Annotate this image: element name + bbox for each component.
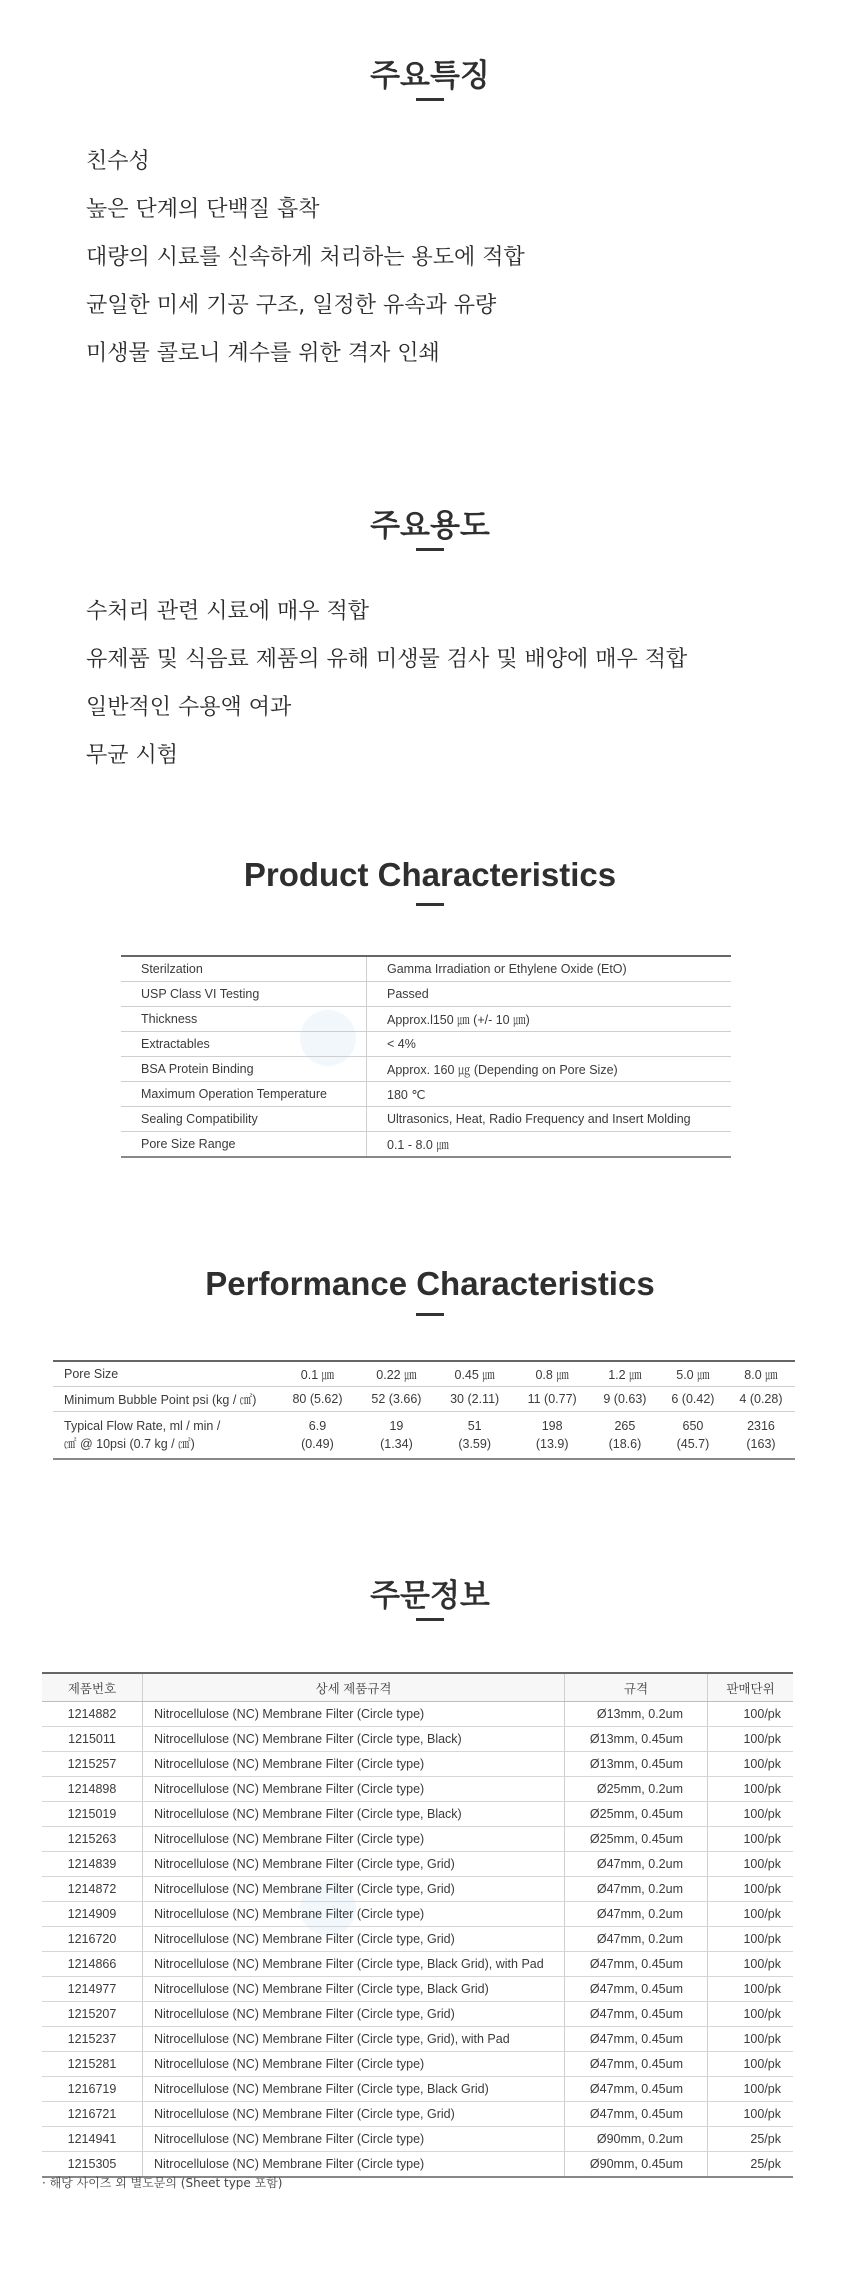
product-spec-cell: Ø47mm, 0.45um (565, 1952, 708, 1977)
sales-unit-cell: 100/pk (708, 1852, 794, 1877)
sales-unit-cell: 100/pk (708, 1902, 794, 1927)
sales-unit-cell: 100/pk (708, 1702, 794, 1727)
product-number-cell: 1214882 (42, 1702, 143, 1727)
use-item: 일반적인 수용액 여과 (86, 695, 292, 720)
product-spec-cell: Ø25mm, 0.45um (565, 1802, 708, 1827)
table-row (121, 1032, 731, 1057)
feature-item: 친수성 (86, 149, 150, 174)
product-description-cell: Nitrocellulose (NC) Membrane Filter (Circle type) (143, 2052, 565, 2077)
flow-rate-sub: (18.6) (608, 1437, 642, 1451)
bubble-point-cell: 30 (2.11) (436, 1387, 514, 1412)
product-description-cell: Nitrocellulose (NC) Membrane Filter (Circle type, Black Grid) (143, 2077, 565, 2102)
bubble-point-label: Minimum Bubble Point psi (kg / ㎠) (53, 1387, 278, 1412)
flow-rate-value: 6.9 (308, 1419, 327, 1433)
flow-rate-cell (659, 1412, 727, 1460)
spec-value: 180 ℃ (367, 1082, 732, 1107)
product-spec-cell: Ø13mm, 0.45um (565, 1727, 708, 1752)
table-row (121, 1132, 731, 1158)
flow-rate-value: 198 (541, 1419, 563, 1433)
flow-rate-label-line: Typical Flow Rate, ml / min / (64, 1419, 221, 1433)
product-number-cell: 1214909 (42, 1902, 143, 1927)
feature-item: 균일한 미세 기공 구조, 일정한 유속과 유량 (86, 293, 497, 318)
flow-rate-sub: (45.7) (676, 1437, 710, 1451)
table-row (42, 2077, 793, 2102)
order-info-table (42, 1672, 793, 2178)
product-description-cell: Nitrocellulose (NC) Membrane Filter (Circle type, Black Grid) (143, 1977, 565, 2002)
table-row (42, 1977, 793, 2002)
bubble-point-cell: 80 (5.62) (278, 1387, 357, 1412)
performance-characteristics-table (53, 1360, 795, 1460)
table-row (121, 1082, 731, 1107)
bubble-point-cell: 9 (0.63) (591, 1387, 659, 1412)
product-description-cell: Nitrocellulose (NC) Membrane Filter (Circle type) (143, 1902, 565, 1927)
feature-item: 대량의 시료를 신속하게 처리하는 용도에 적합 (86, 245, 525, 270)
product-spec-cell: Ø90mm, 0.45um (565, 2152, 708, 2178)
table-row (42, 2052, 793, 2077)
product-number-cell: 1214839 (42, 1852, 143, 1877)
sales-unit-cell: 100/pk (708, 2077, 794, 2102)
pore-size-cell: 5.0 ㎛ (659, 1361, 727, 1387)
product-spec-cell: Ø47mm, 0.2um (565, 1852, 708, 1877)
product-characteristics-title: Product Characteristics (243, 856, 617, 893)
performance-title-underline (416, 1313, 444, 1316)
product-number-cell: 1214872 (42, 1877, 143, 1902)
table-row (53, 1412, 795, 1460)
table-row (42, 2127, 793, 2152)
product-number-cell: 1214941 (42, 2127, 143, 2152)
spec-value: 0.1 - 8.0 ㎛ (367, 1132, 732, 1158)
table-row (42, 2002, 793, 2027)
flow-rate-cell (727, 1412, 795, 1460)
uses-list (86, 588, 687, 780)
pore-size-label: Pore Size (53, 1361, 278, 1387)
flow-rate-sub: (0.49) (301, 1437, 334, 1451)
product-description-cell: Nitrocellulose (NC) Membrane Filter (Circle type) (143, 2127, 565, 2152)
table-row (42, 1802, 793, 1827)
product-description-cell: Nitrocellulose (NC) Membrane Filter (Circle type, Black Grid), with Pad (143, 1952, 565, 1977)
product-description-cell: Nitrocellulose (NC) Membrane Filter (Circle type) (143, 1777, 565, 1802)
table-row (42, 1952, 793, 1977)
column-header: 판매단위 (708, 1673, 794, 1702)
table-row (121, 1057, 731, 1082)
sales-unit-cell: 100/pk (708, 1752, 794, 1777)
features-title-underline (416, 98, 444, 101)
use-item: 무균 시험 (86, 743, 179, 768)
table-row (121, 1107, 731, 1132)
product-description-cell: Nitrocellulose (NC) Membrane Filter (Circle type, Grid) (143, 2102, 565, 2127)
product-number-cell: 1215263 (42, 1827, 143, 1852)
column-header: 상세 제품규격 (143, 1673, 565, 1702)
uses-title: 주요용도 (370, 508, 490, 544)
product-number-cell: 1216719 (42, 2077, 143, 2102)
bubble-point-cell: 4 (0.28) (727, 1387, 795, 1412)
sales-unit-cell: 100/pk (708, 1977, 794, 2002)
use-item: 수처리 관련 시료에 매우 적합 (86, 599, 369, 624)
sales-unit-cell: 100/pk (708, 2027, 794, 2052)
spec-key: Maximum Operation Temperature (121, 1082, 367, 1107)
spec-value: Approx.l150 ㎛ (+/- 10 ㎛) (367, 1007, 732, 1032)
table-row (42, 1827, 793, 1852)
spec-key: Sealing Compatibility (121, 1107, 367, 1132)
feature-item: 미생물 콜로니 계수를 위한 격자 인쇄 (86, 341, 440, 366)
spec-key: Extractables (121, 1032, 367, 1057)
order-info-title: 주문정보 (370, 1578, 490, 1614)
product-description-cell: Nitrocellulose (NC) Membrane Filter (Circle type, Black) (143, 1727, 565, 1752)
flow-rate-cell (357, 1412, 436, 1460)
order-note: · 해당 사이즈 외 별도문의 (Sheet type 포함) (42, 2176, 283, 2190)
bubble-point-cell: 11 (0.77) (513, 1387, 591, 1412)
product-number-cell: 1214977 (42, 1977, 143, 2002)
product-number-cell: 1215019 (42, 1802, 143, 1827)
product-spec-cell: Ø90mm, 0.2um (565, 2127, 708, 2152)
flow-rate-cell (513, 1412, 591, 1460)
table-row (42, 1727, 793, 1752)
flow-rate-sub: (163) (746, 1437, 776, 1451)
feature-item: 높은 단계의 단백질 흡착 (86, 197, 320, 222)
sales-unit-cell: 100/pk (708, 1777, 794, 1802)
product-number-cell: 1215281 (42, 2052, 143, 2077)
product-spec-cell: Ø47mm, 0.2um (565, 1927, 708, 1952)
product-description-cell: Nitrocellulose (NC) Membrane Filter (Circle type) (143, 2152, 565, 2178)
product-characteristics-table (121, 955, 731, 1158)
flow-rate-label-line: ㎠ @ 10psi (0.7 kg / ㎠) (64, 1437, 195, 1451)
product-spec-cell: Ø47mm, 0.45um (565, 2077, 708, 2102)
column-header: 제품번호 (42, 1673, 143, 1702)
spec-key: USP Class VI Testing (121, 982, 367, 1007)
product-number-cell: 1214866 (42, 1952, 143, 1977)
product-number-cell: 1214898 (42, 1777, 143, 1802)
spec-value: < 4% (367, 1032, 732, 1057)
sales-unit-cell: 100/pk (708, 2052, 794, 2077)
flow-rate-value: 51 (467, 1419, 482, 1433)
product-spec-cell: Ø47mm, 0.45um (565, 2052, 708, 2077)
product-spec-cell: Ø47mm, 0.45um (565, 2102, 708, 2127)
product-description-cell: Nitrocellulose (NC) Membrane Filter (Circle type, Black) (143, 1802, 565, 1827)
pore-size-cell: 0.1 ㎛ (278, 1361, 357, 1387)
product-number-cell: 1215011 (42, 1727, 143, 1752)
sales-unit-cell: 100/pk (708, 1927, 794, 1952)
product-spec-cell: Ø25mm, 0.2um (565, 1777, 708, 1802)
product-spec-cell: Ø25mm, 0.45um (565, 1827, 708, 1852)
flow-rate-sub: (1.34) (380, 1437, 413, 1451)
flow-rate-value: 2316 (747, 1419, 775, 1433)
flow-rate-cell (591, 1412, 659, 1460)
table-row (42, 1902, 793, 1927)
product-spec-cell: Ø47mm, 0.2um (565, 1902, 708, 1927)
product-spec-cell: Ø47mm, 0.45um (565, 2002, 708, 2027)
sales-unit-cell: 100/pk (708, 1952, 794, 1977)
table-row (42, 2027, 793, 2052)
pore-size-cell: 8.0 ㎛ (727, 1361, 795, 1387)
product-description-cell: Nitrocellulose (NC) Membrane Filter (Circle type, Grid) (143, 1927, 565, 1952)
flow-rate-label (53, 1412, 278, 1460)
table-row (53, 1387, 795, 1412)
column-header: 규격 (565, 1673, 708, 1702)
spec-key: Sterilzation (121, 956, 367, 982)
features-title: 주요특징 (370, 58, 490, 94)
features-list (86, 138, 525, 378)
product-number-cell: 1216721 (42, 2102, 143, 2127)
table-row (42, 1752, 793, 1777)
pore-size-cell: 1.2 ㎛ (591, 1361, 659, 1387)
product-description-cell: Nitrocellulose (NC) Membrane Filter (Circle type) (143, 1702, 565, 1727)
product-description-cell: Nitrocellulose (NC) Membrane Filter (Circle type, Grid) (143, 1877, 565, 1902)
sales-unit-cell: 100/pk (708, 1727, 794, 1752)
table-row (42, 1777, 793, 1802)
product-description-cell: Nitrocellulose (NC) Membrane Filter (Circle type, Grid), with Pad (143, 2027, 565, 2052)
spec-value: Passed (367, 982, 732, 1007)
sales-unit-cell: 100/pk (708, 1877, 794, 1902)
spec-value: Ultrasonics, Heat, Radio Frequency and Insert Molding (367, 1107, 732, 1132)
product-number-cell: 1215237 (42, 2027, 143, 2052)
bubble-point-cell: 6 (0.42) (659, 1387, 727, 1412)
product-description-cell: Nitrocellulose (NC) Membrane Filter (Circle type, Grid) (143, 1852, 565, 1877)
spec-value: Gamma Irradiation or Ethylene Oxide (EtO) (367, 956, 732, 982)
product-spec-cell: Ø13mm, 0.2um (565, 1702, 708, 1727)
product-spec-cell: Ø47mm, 0.45um (565, 2027, 708, 2052)
sales-unit-cell: 100/pk (708, 2002, 794, 2027)
spec-key: BSA Protein Binding (121, 1057, 367, 1082)
pore-size-cell: 0.8 ㎛ (513, 1361, 591, 1387)
table-row (42, 1852, 793, 1877)
table-row (42, 1877, 793, 1902)
product-spec-cell: Ø47mm, 0.45um (565, 1977, 708, 2002)
use-item: 유제품 및 식음료 제품의 유해 미생물 검사 및 배양에 매우 적합 (86, 647, 688, 672)
table-row (42, 1702, 793, 1727)
flow-rate-value: 19 (389, 1419, 404, 1433)
order-title-underline (416, 1618, 444, 1621)
product-number-cell: 1216720 (42, 1927, 143, 1952)
product-description-cell: Nitrocellulose (NC) Membrane Filter (Circle type) (143, 1752, 565, 1777)
flow-rate-cell (278, 1412, 357, 1460)
table-row (121, 1007, 731, 1032)
product-title-underline (416, 903, 444, 906)
spec-key: Thickness (121, 1007, 367, 1032)
table-row (121, 956, 731, 982)
pore-size-cell: 0.22 ㎛ (357, 1361, 436, 1387)
spec-value: Approx. 160 ㎍ (Depending on Pore Size) (367, 1057, 732, 1082)
sales-unit-cell: 25/pk (708, 2152, 794, 2178)
sales-unit-cell: 100/pk (708, 1802, 794, 1827)
product-description-cell: Nitrocellulose (NC) Membrane Filter (Circle type) (143, 1827, 565, 1852)
table-row (53, 1361, 795, 1387)
flow-rate-value: 650 (682, 1419, 704, 1433)
sales-unit-cell: 25/pk (708, 2127, 794, 2152)
product-number-cell: 1215257 (42, 1752, 143, 1777)
bubble-point-cell: 52 (3.66) (357, 1387, 436, 1412)
spec-key: Pore Size Range (121, 1132, 367, 1158)
table-row (42, 1927, 793, 1952)
pore-size-cell: 0.45 ㎛ (436, 1361, 514, 1387)
flow-rate-cell (436, 1412, 514, 1460)
table-row (121, 982, 731, 1007)
table-row (42, 2102, 793, 2127)
product-number-cell: 1215305 (42, 2152, 143, 2178)
product-spec-cell: Ø13mm, 0.45um (565, 1752, 708, 1777)
product-spec-cell: Ø47mm, 0.2um (565, 1877, 708, 1902)
product-description-cell: Nitrocellulose (NC) Membrane Filter (Circle type, Grid) (143, 2002, 565, 2027)
flow-rate-value: 265 (614, 1419, 636, 1433)
table-header-row (42, 1673, 793, 1702)
sales-unit-cell: 100/pk (708, 2102, 794, 2127)
performance-characteristics-title: Performance Characteristics (205, 1265, 655, 1302)
uses-title-underline (416, 548, 444, 551)
flow-rate-sub: (3.59) (458, 1437, 491, 1451)
flow-rate-sub: (13.9) (535, 1437, 569, 1451)
product-number-cell: 1215207 (42, 2002, 143, 2027)
sales-unit-cell: 100/pk (708, 1827, 794, 1852)
